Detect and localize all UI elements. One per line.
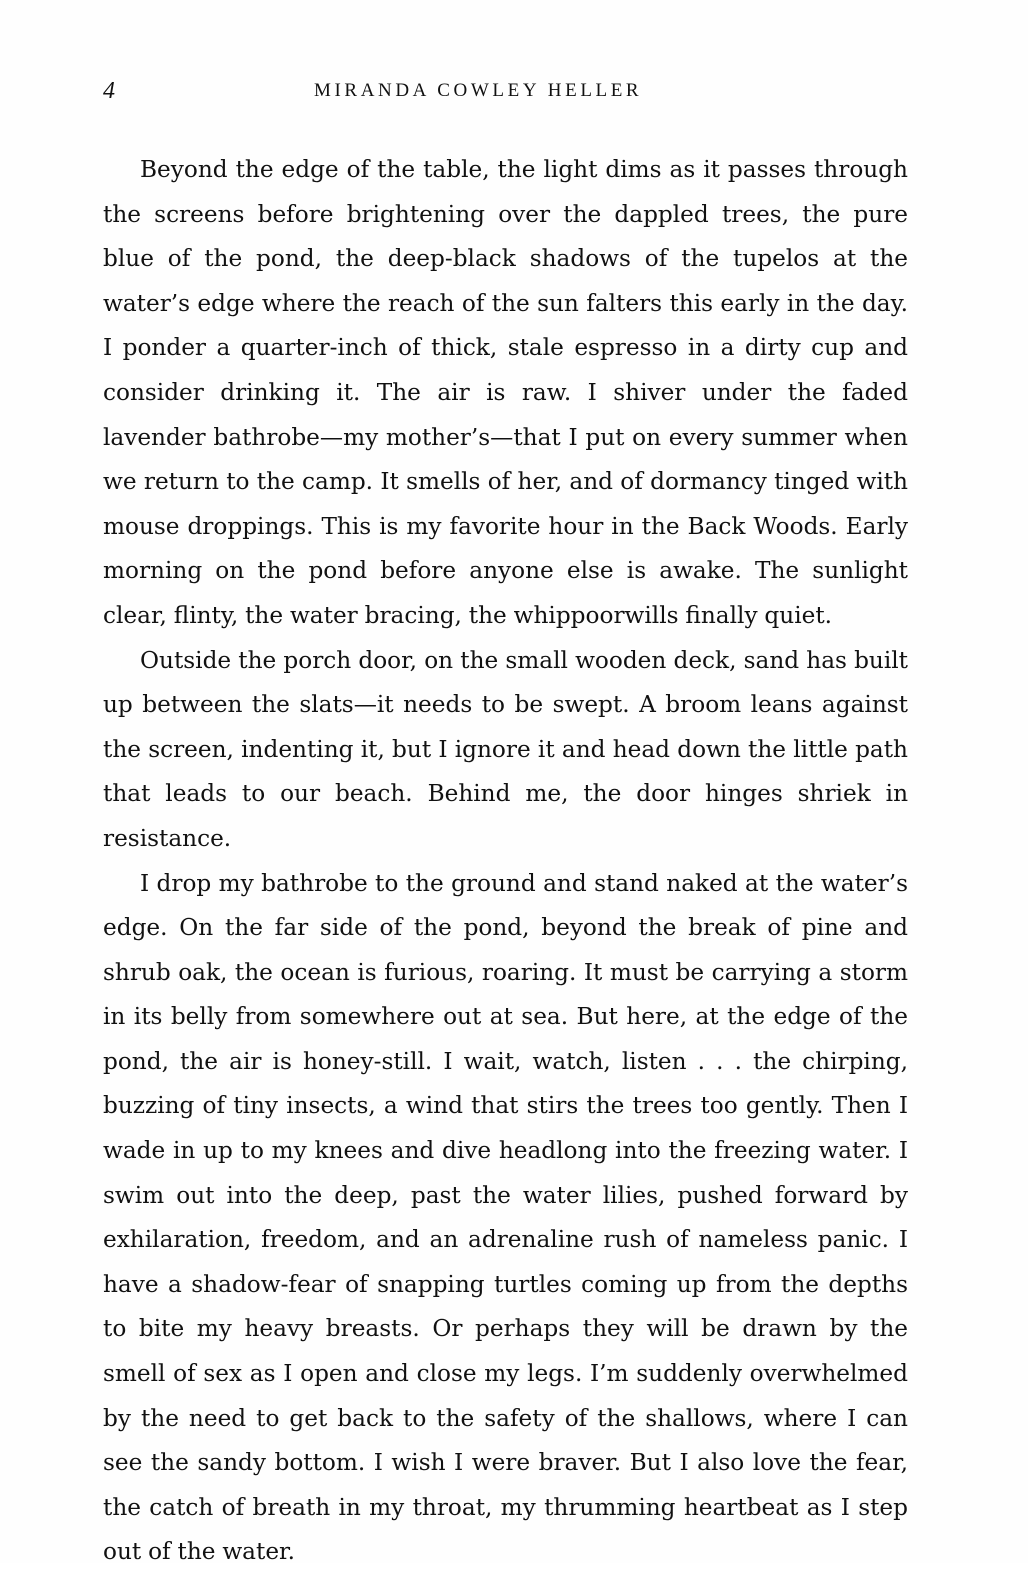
running-head (103, 76, 908, 106)
paragraph: I drop my bathrobe to the ground and stand naked at the water’s edge. On the far side of the pond, beyond the break of pine and shrub oak, the ocean is furious, roaring. It must be carrying a storm in its belly from somewhere out at sea. But here, at the edge of the pond, the air is honey-still. I wait, watch, listen . . . the chirping, buzzing of tiny insects, a wind that stirs the trees too gently. Then I wade in up to my knees and dive headlong into the freezing water. I swim out into the deep, past the water lilies, pushed forward by exhilaration, freedom, and an adrenaline rush of nameless panic. I have a shadow-fear of snapping turtles coming up from the depths to bite my heavy breasts. Or perhaps they will be drawn by the smell of sex as I open and close my legs. I’m suddenly overwhelmed by the need to get back to the safety of the shallows, where I can see the sandy bottom. I wish I were braver. But I also love the fear, the catch of breath in my throat, my thrumming heartbeat as I step out of the water. (103, 862, 908, 1575)
body-text (103, 148, 908, 1575)
paragraph: Beyond the edge of the table, the light dims as it passes through the screens before brightening over the dappled trees, the pure blue of the pond, the deep-black shadows of the tupelos at the water’s edge where the reach of the sun falters this early in the day. I ponder a quarter-inch of thick, stale espresso in a dirty cup and consider drinking it. The air is raw. I shiver under the faded lavender bathrobe—my mother’s—that I put on every summer when we return to the camp. It smells of her, and of dormancy tinged with mouse droppings. This is my favorite hour in the Back Woods. Early morning on the pond before anyone else is awake. The sunlight clear, flinty, the water bracing, the whippoorwills finally quiet. (103, 148, 908, 639)
paragraph: Outside the porch door, on the small wooden deck, sand has built up between the slats—it needs to be swept. A broom leans against the screen, indenting it, but I ignore it and head down the little path that leads to our beach. Behind me, the door hinges shriek in resistance. (103, 639, 908, 862)
page-number: 4 (103, 76, 115, 106)
running-title: MIRANDA COWLEY HELLER (314, 78, 642, 104)
